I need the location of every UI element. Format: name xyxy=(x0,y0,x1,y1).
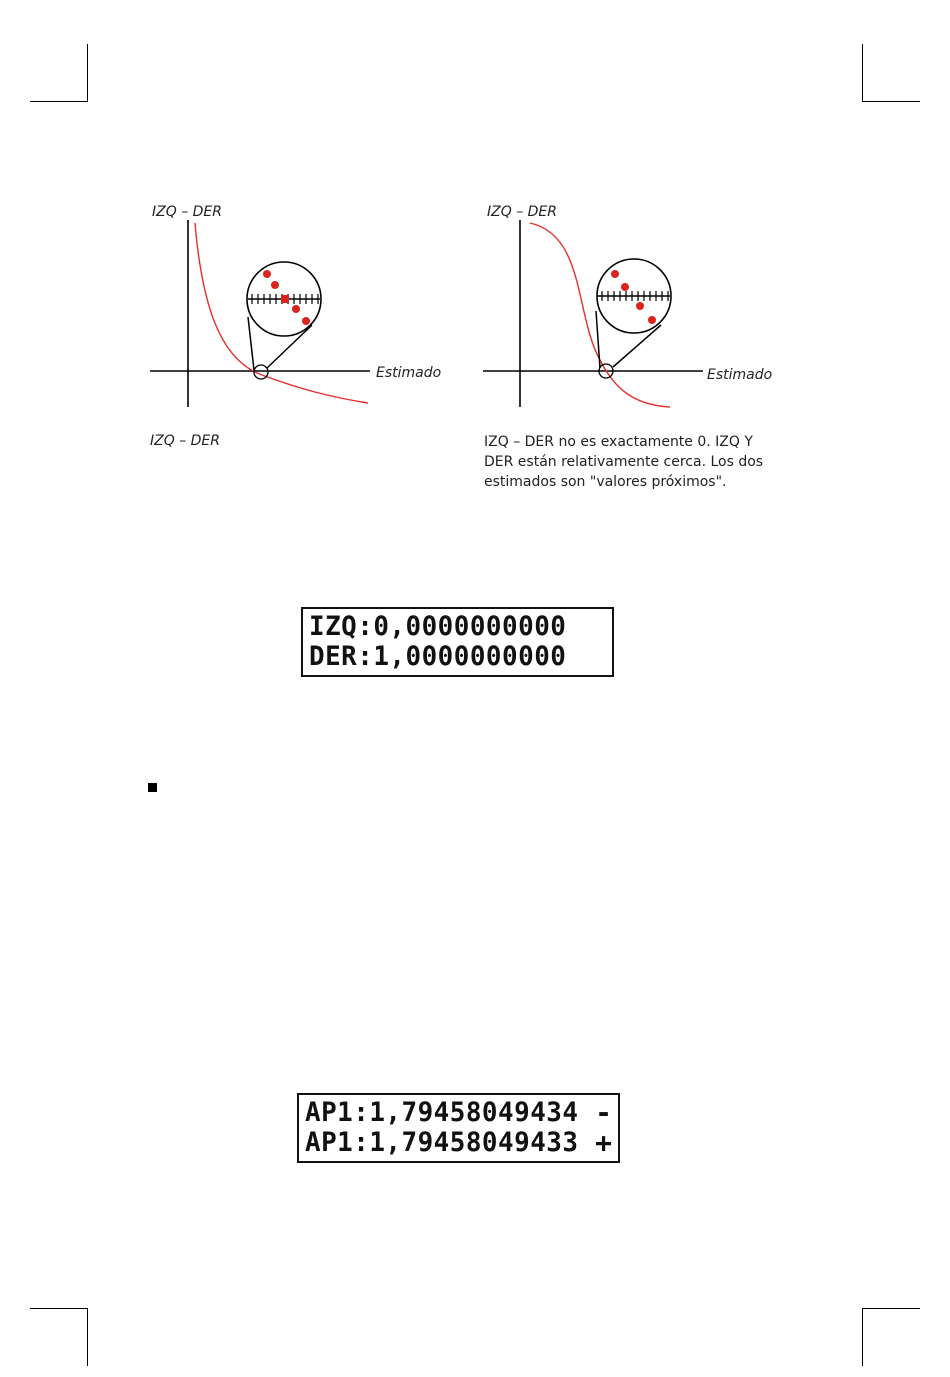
display-2-line-1-sign: - xyxy=(595,1096,612,1129)
end-of-section-marker xyxy=(148,783,157,792)
display-2-line-1: AP1:1,79458049434 xyxy=(305,1097,579,1128)
right-magnifier-connector-1 xyxy=(596,311,600,368)
left-figure-caption: IZQ – DER xyxy=(150,433,220,449)
crop-mark-top-left-horizontal xyxy=(30,101,88,102)
crop-mark-top-right-vertical xyxy=(862,44,863,102)
left-y-axis-label: IZQ – DER xyxy=(152,204,222,220)
display-1-line-1: IZQ:0,0000000000 xyxy=(309,611,567,642)
crop-mark-bottom-right-vertical xyxy=(862,1308,863,1366)
crop-mark-bottom-left-vertical xyxy=(87,1308,88,1366)
display-2-line-2-sign: + xyxy=(595,1126,612,1159)
crop-mark-top-left-vertical xyxy=(87,44,88,102)
right-caption-line-1: IZQ – DER no es exactamente 0. IZQ Y xyxy=(484,434,753,450)
right-caption-line-3: estimados son "valores próximos". xyxy=(484,474,727,490)
crop-mark-bottom-left-horizontal xyxy=(30,1308,88,1309)
crop-mark-top-right-horizontal xyxy=(862,101,920,102)
left-x-axis-label: Estimado xyxy=(376,365,442,381)
right-figure-caption xyxy=(484,432,784,492)
display-1-line-2: DER:1,0000000000 xyxy=(309,641,567,672)
right-x-axis-label: Estimado xyxy=(707,367,773,383)
left-root-graph xyxy=(140,195,450,415)
right-caption-line-2: DER están relativamente cerca. Los dos xyxy=(484,454,764,470)
right-y-axis-label: IZQ – DER xyxy=(487,204,557,220)
right-root-graph xyxy=(475,195,785,415)
crop-mark-bottom-right-horizontal xyxy=(862,1308,920,1309)
calculator-display-1 xyxy=(301,607,614,677)
left-magnifier-connector-1 xyxy=(248,317,254,370)
display-2-line-2: AP1:1,79458049433 xyxy=(305,1127,579,1158)
calculator-display-2 xyxy=(297,1093,620,1163)
